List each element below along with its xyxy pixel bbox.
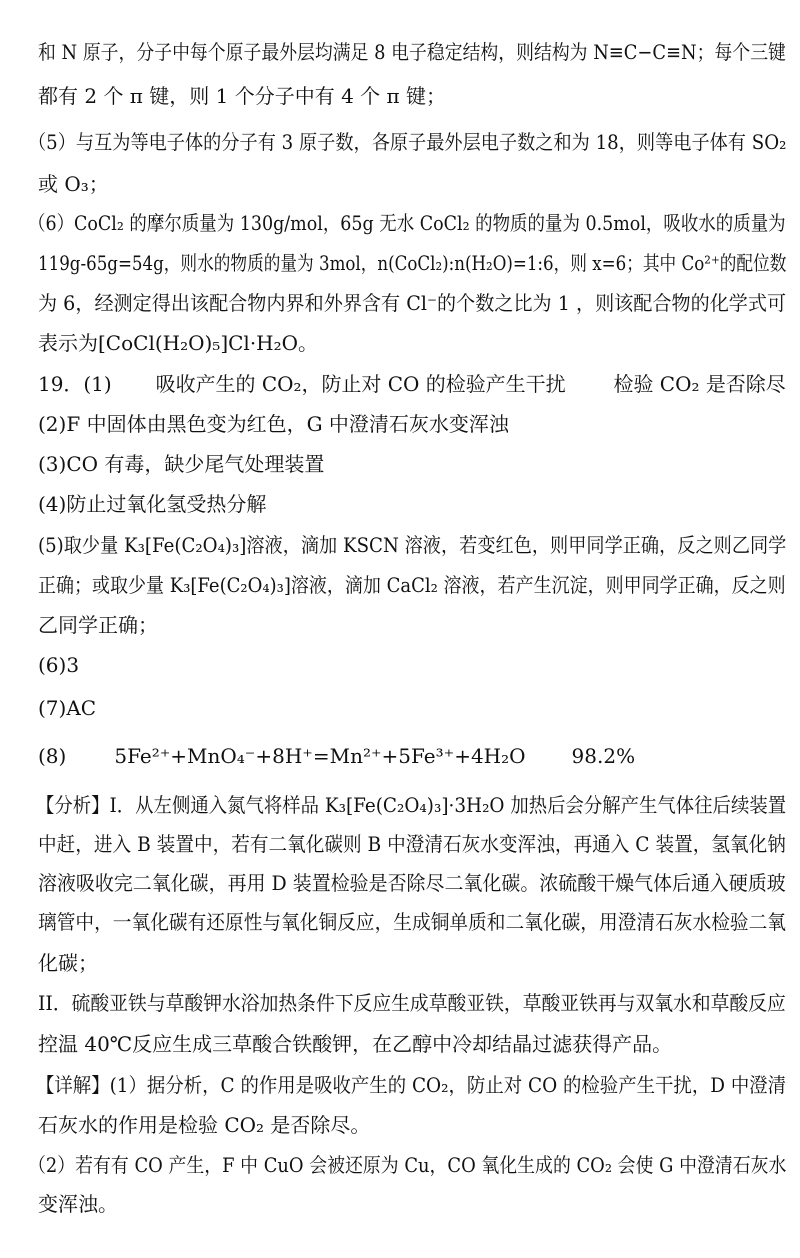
answer-blank-2: 检验 CO₂ 是否除尽 — [613, 372, 786, 396]
purity-result: 98.2% — [571, 744, 636, 768]
text-line: 中赶，进入 B 装置中，若有二氧化碳则 B 中澄清石灰水变浑浊，再通入 C 装置，氢氧化钠 — [38, 832, 786, 856]
text-line: 都有 2 个 π 键，则 1 个分子中有 4 个 π 键； — [38, 84, 447, 108]
text-line: （5）与互为等电子体的分子有 3 原子数，各原子最外层电子数之和为 18，则等电子体有 SO₂ — [28, 130, 787, 154]
text-line: II．硫酸亚铁与草酸钾水浴加热条件下反应生成草酸亚铁，草酸亚铁再与双氧水和草酸反应 — [38, 991, 786, 1015]
text-line: 【分析】I．从左侧通入氮气将样品 K₃[Fe(C₂O₄)₃]·3H₂O 加热后会分解产生气体往后续装置 — [36, 793, 787, 817]
text-line: 正确；或取少量 K₃[Fe(C₂O₄)₃]溶液，滴加 CaCl₂ 溶液，若产生沉淀，则甲同学正确，反之则 — [38, 573, 786, 597]
text-line: （6）CoCl₂ 的摩尔质量为 130g/mol，65g 无水 CoCl₂ 的物质的量为 0.5mol，吸收水的质量为 — [28, 211, 786, 235]
text-line: (2)F 中固体由黑色变为红色，G 中澄清石灰水变浑浊 — [38, 412, 509, 436]
text-line: 和 N 原子，分子中每个原子最外层均满足 8 电子稳定结构，则结构为 N≡C−C≡N；每个三键 — [38, 40, 786, 64]
text-line: 或 O₃； — [38, 172, 109, 196]
answer-line-19-1 — [38, 372, 786, 396]
question-number: (8) — [38, 744, 67, 768]
text-line: 乙同学正确； — [38, 613, 158, 637]
text-line: 表示为[CoCl(H₂O)₅]Cl·H₂O。 — [38, 331, 319, 355]
question-number: 19．(1) — [38, 372, 112, 396]
answer-line-8 — [38, 744, 635, 768]
text-line: 119g-65g=54g，则水的物质的量为 3mol，n(CoCl₂):n(H₂O)=1:6，则 x=6；其中 Co²⁺的配位数 — [38, 251, 787, 275]
text-line: (5)取少量 K₃[Fe(C₂O₄)₃]溶液，滴加 KSCN 溶液，若变红色，则甲同学正确，反之则乙同学 — [38, 533, 787, 557]
text-line: 溶液吸收完二氧化碳，再用 D 装置检验是否除尽二氧化碳。浓硫酸干燥气体后通入硬质玻 — [38, 871, 786, 895]
text-line: (7)AC — [38, 696, 97, 720]
text-line: 控温 40℃反应生成三草酸合铁酸钾，在乙醇中冷却结晶过滤获得产品。 — [38, 1032, 673, 1056]
text-line: 石灰水的作用是检验 CO₂ 是否除尽。 — [38, 1113, 371, 1137]
text-line: (3)CO 有毒，缺少尾气处理装置 — [38, 452, 325, 476]
answer-blank-1: 吸收产生的 CO₂，防止对 CO 的检验产生干扰 — [155, 372, 566, 396]
text-line: (6)3 — [38, 653, 80, 677]
text-line: 变浑浊。 — [38, 1192, 118, 1216]
ionic-equation: 5Fe²⁺+MnO₄⁻+8H⁺=Mn²⁺+5Fe³⁺+4H₂O — [114, 744, 526, 768]
text-line: 化碳； — [38, 951, 98, 975]
text-line: 为 6，经测定得出该配合物内界和外界含有 Cl⁻的个数之比为 1 ，则该配合物的化学式可 — [38, 291, 787, 315]
text-line: (4)防止过氧化氢受热分解 — [38, 492, 267, 516]
text-line: 璃管中，一氧化碳有还原性与氧化铜反应，生成铜单质和二氧化碳，用澄清石灰水检验二氧 — [38, 910, 786, 934]
text-line: （2）若有有 CO 产生，F 中 CuO 会被还原为 Cu，CO 氧化生成的 CO₂ 会使 G 中澄清石灰水 — [28, 1153, 787, 1177]
text-line: 【详解】(1）据分析，C 的作用是吸收产生的 CO₂，防止对 CO 的检验产生干扰，D 中澄清 — [36, 1073, 787, 1097]
